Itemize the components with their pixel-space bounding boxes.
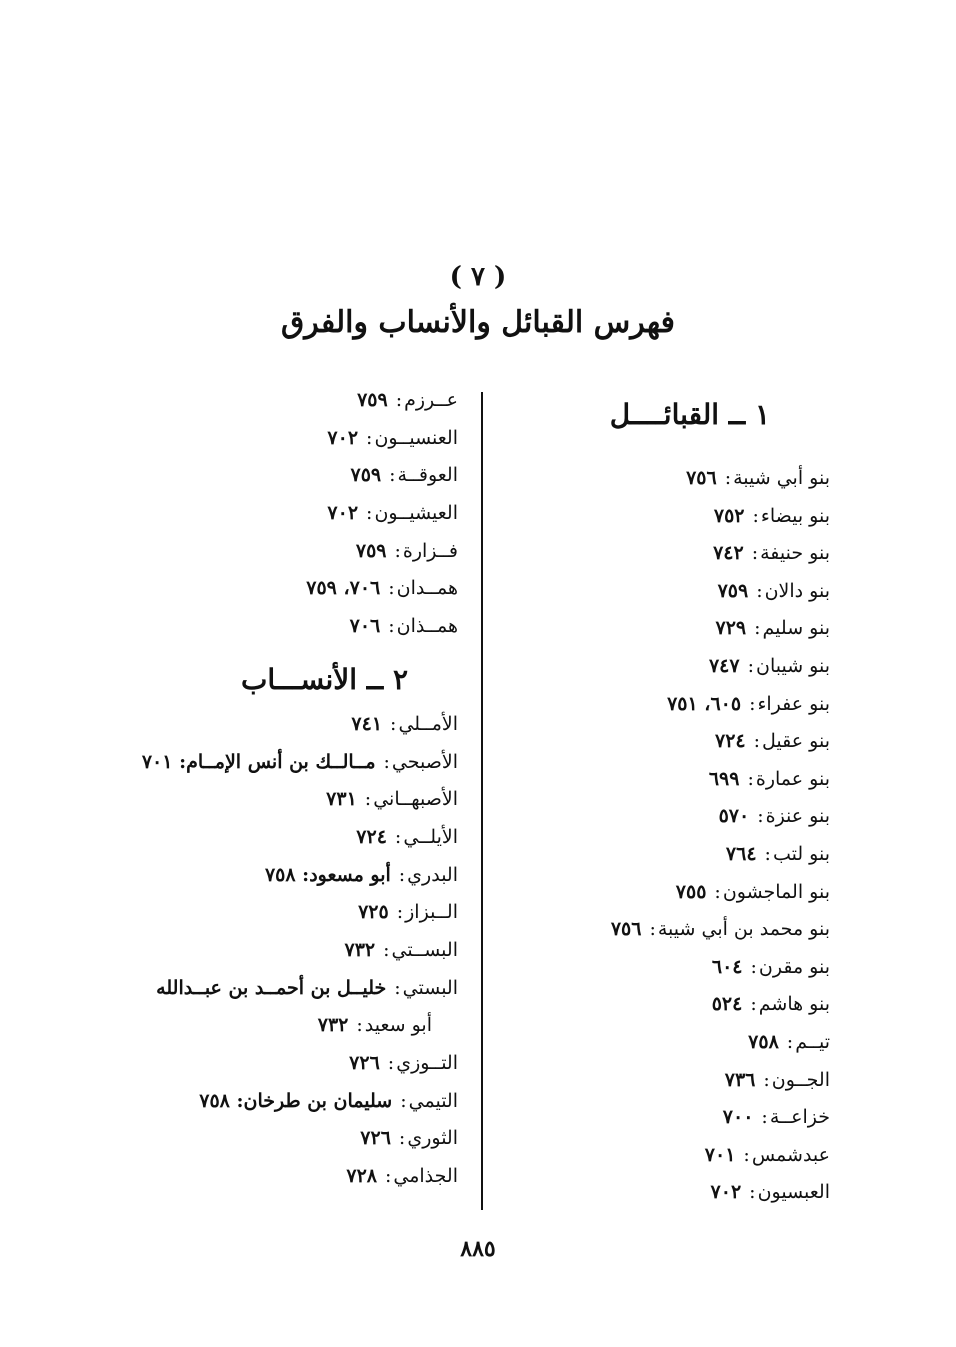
entry-separator: :: [764, 842, 771, 865]
entry-separator: :: [750, 993, 757, 1016]
index-entry: [38, 533, 458, 571]
index-entry: [38, 1007, 458, 1045]
entry-name: بنو سليم: [762, 617, 830, 640]
index-entry: [38, 608, 458, 646]
index-entry: [38, 819, 458, 857]
entry-pages: ٧٠١: [704, 1143, 736, 1166]
entry-name: بنو أبي شيبة: [733, 467, 830, 489]
entry-pages: ٧٣٢: [344, 938, 376, 961]
entry-pages: ٧٥٩: [350, 464, 382, 487]
entry-name: همــذان: [396, 615, 458, 638]
entry-separator: :: [714, 880, 721, 903]
entry-name: بنو محمد بن أبي شيبة: [657, 918, 830, 941]
entry-name: العنسيــون: [374, 426, 458, 449]
tribes-heading: ١ ــ القبائــــل: [609, 398, 770, 431]
entry-pages: ٧٠٦، ٧٥٩: [306, 577, 381, 600]
index-entry: [38, 744, 458, 782]
entry-pages: ٧٣٦: [724, 1068, 756, 1091]
entry-pages: ٧٥٦: [610, 918, 642, 941]
entry-separator: :: [752, 504, 759, 527]
entry-name: الأيلــي: [403, 825, 458, 848]
index-entry: [500, 911, 830, 949]
entry-separator: :: [649, 918, 656, 941]
entry-pages: ٦٩٩: [708, 767, 740, 790]
entry-name: عــرزم: [404, 389, 458, 411]
entry-pages: ٧٠٦: [349, 615, 381, 638]
index-entry: [500, 761, 830, 799]
index-entry: [38, 570, 458, 608]
index-entry: [38, 1158, 458, 1196]
index-number: ( ٧ ): [449, 262, 507, 292]
entry-separator: :: [394, 976, 401, 999]
entry-separator: :: [756, 579, 763, 602]
entry-pages: ٧٠٢: [327, 502, 359, 525]
index-entry: [38, 1083, 458, 1121]
entry-name: عبدشمس: [751, 1143, 830, 1166]
entry-name: البســتي: [391, 938, 458, 961]
entry-separator: :: [383, 938, 390, 961]
entry-pages: ٧٤٢: [713, 542, 744, 565]
index-entry: [500, 1174, 830, 1212]
entry-pages: ٧٢٤: [715, 730, 746, 753]
index-entry: [500, 535, 830, 573]
entry-separator: :: [751, 542, 759, 565]
index-entry: [500, 986, 830, 1024]
index-entry: [500, 460, 830, 498]
entry-name: بنو لتب: [772, 842, 830, 865]
entry-pages: ٧٥٩: [357, 389, 388, 411]
entry-name: الجذامي: [393, 1165, 458, 1188]
entry-pages: ٧٠٠: [722, 1106, 754, 1129]
entry-separator: :: [750, 955, 757, 978]
entry-separator: :: [747, 767, 754, 790]
entry-separator: :: [383, 750, 390, 773]
entry-pages: ٦٠٤: [711, 955, 743, 978]
entry-separator: :: [388, 577, 395, 600]
index-entry: [38, 894, 458, 932]
index-entry: [38, 932, 458, 970]
index-entry: [38, 706, 458, 744]
index-entry: [500, 874, 830, 912]
index-entry: [500, 1062, 830, 1100]
entry-name: التيمي: [408, 1089, 458, 1112]
entry-name: بنو عنزة: [765, 805, 830, 828]
entry-separator: :: [394, 825, 402, 848]
entry-name: همــدان: [396, 577, 458, 600]
index-entry: [500, 1137, 830, 1175]
entry-name: أبو سعيد: [364, 1014, 432, 1037]
entry-name: بنو حنيفة: [760, 542, 830, 565]
entry-separator: :: [366, 502, 373, 525]
index-entry: [500, 836, 830, 874]
index-entry: [500, 573, 830, 611]
tribes-continued-list: [38, 382, 458, 646]
entry-name: بنو مقرن: [758, 955, 830, 978]
entry-name: الثوري: [407, 1127, 458, 1150]
entry-pages: ٧٥٦: [686, 467, 717, 489]
right-column: [500, 390, 830, 1212]
entry-separator: :: [388, 615, 395, 638]
index-entry: [38, 457, 458, 495]
entry-separator: :: [747, 654, 754, 677]
index-entry: [500, 1024, 830, 1062]
entry-separator: :: [757, 805, 764, 828]
entry-pages: ٦٠٥، ٧٥١: [667, 692, 742, 715]
entry-pages: ٥٧٠: [718, 805, 750, 828]
entry-separator: :: [400, 1089, 407, 1112]
entry-separator: :: [389, 464, 396, 487]
index-entry: [500, 686, 830, 724]
entry-name: العيشيــون: [374, 502, 458, 525]
index-entry: [38, 495, 458, 533]
entry-pages: ٧٠٢: [327, 426, 359, 449]
entry-name: الجــون: [771, 1068, 830, 1091]
entry-separator: :: [786, 1030, 794, 1053]
entry-pages: ٧٣٢: [317, 1014, 349, 1037]
entry-separator: :: [761, 1106, 768, 1129]
index-entry: [500, 498, 830, 536]
entry-name: الأمــلي: [398, 712, 458, 735]
index-entry: [38, 382, 458, 420]
entry-name: فــزارة: [402, 539, 458, 562]
lineages-heading: ٢ ــ الأنســـاب: [241, 662, 408, 696]
entry-pages: ٧٢٦: [360, 1127, 391, 1150]
entry-name: خزاعــة: [769, 1106, 830, 1129]
entry-name: الــبزاز: [405, 901, 458, 924]
entry-pages: ٧٤٧: [708, 654, 740, 677]
entry-separator: :: [390, 712, 397, 735]
entry-name: بنو دالان: [764, 579, 830, 602]
index-entry: [38, 857, 458, 895]
entry-separator: :: [754, 617, 761, 640]
entry-separator: :: [763, 1068, 770, 1091]
entry-pages: ٧٥٨: [748, 1030, 779, 1053]
entry-name: بنو عقيل: [762, 730, 830, 753]
index-entry: [38, 420, 458, 458]
entry-pages: ٧٢٨: [346, 1165, 377, 1188]
entry-pages: ٧٦٤: [725, 842, 757, 865]
entry-name: العبسيون: [757, 1181, 830, 1204]
left-column: [38, 382, 458, 1196]
entry-pages: سليمان بن طرخان: ٧٥٨: [199, 1089, 393, 1112]
entry-separator: :: [724, 467, 732, 489]
page-title: فهرس القبائل والأنساب والفرق: [281, 305, 675, 340]
entry-separator: :: [749, 692, 756, 715]
entry-pages: ٧٢٦: [349, 1052, 380, 1074]
entry-pages: أبو مسعود: ٧٥٨: [264, 863, 391, 886]
entry-name: بنو الماجشون: [722, 880, 830, 903]
entry-pages: ٧٢٤: [356, 825, 387, 848]
entry-name: بنو عفراء: [757, 692, 830, 715]
entry-name: بنو عمارة: [755, 767, 830, 790]
entry-pages: ٧٥٥: [675, 880, 707, 903]
entry-separator: :: [743, 1143, 750, 1166]
entry-pages: خليــل بن أحمــد بن عبــدالله: [156, 976, 387, 999]
entry-name: البستي: [402, 976, 458, 999]
index-entry: [500, 648, 830, 686]
entry-name: العوقــة: [397, 464, 458, 487]
index-entry: [500, 1099, 830, 1137]
entry-pages: ٧٠٢: [710, 1181, 742, 1204]
entry-pages: ٧٢٩: [715, 617, 747, 640]
column-divider: [481, 392, 483, 1210]
entry-separator: :: [356, 1014, 363, 1037]
entry-pages: ٧٤١: [351, 712, 383, 735]
entry-pages: ٧٣١: [326, 788, 357, 811]
entry-separator: :: [387, 1052, 395, 1074]
entry-separator: :: [366, 426, 373, 449]
lineages-list: [38, 706, 458, 1196]
index-entry: [500, 723, 830, 761]
entry-separator: :: [394, 539, 401, 562]
entry-pages: ٧٥٩: [355, 539, 387, 562]
index-entry: [38, 970, 458, 1008]
entry-name: بنو هاشم: [758, 993, 830, 1016]
index-entry: [500, 610, 830, 648]
entry-name: بنو شيبان: [755, 654, 830, 677]
entry-pages: مــالــك بن أنس الإمــام: ٧٠١: [141, 750, 376, 773]
entry-pages: ٧٥٩: [717, 579, 749, 602]
entry-separator: :: [749, 1181, 756, 1204]
entry-separator: :: [395, 389, 403, 411]
tribes-list: [500, 460, 830, 1212]
entry-pages: ٧٥٢: [713, 504, 745, 527]
entry-name: البدري: [407, 863, 458, 886]
index-entry: [500, 949, 830, 987]
entry-separator: :: [396, 901, 404, 924]
entry-name: تيــم: [795, 1030, 830, 1053]
page-number: ٨٨٥: [460, 1236, 496, 1262]
entry-separator: :: [398, 863, 406, 886]
index-entry: [38, 1045, 458, 1083]
entry-name: الأصبهــاني: [373, 788, 458, 811]
entry-separator: :: [364, 788, 372, 811]
entry-separator: :: [753, 730, 761, 753]
entry-name: الأصبحي: [391, 750, 458, 773]
entry-separator: :: [384, 1165, 392, 1188]
index-entry: [38, 781, 458, 819]
index-entry: [38, 1120, 458, 1158]
index-entry: [500, 798, 830, 836]
entry-pages: ٧٢٥: [358, 901, 389, 924]
entry-pages: ٥٢٤: [711, 993, 743, 1016]
entry-name: التــوزي: [396, 1052, 458, 1074]
entry-separator: :: [398, 1127, 406, 1150]
entry-name: بنو بيضاء: [760, 504, 830, 527]
